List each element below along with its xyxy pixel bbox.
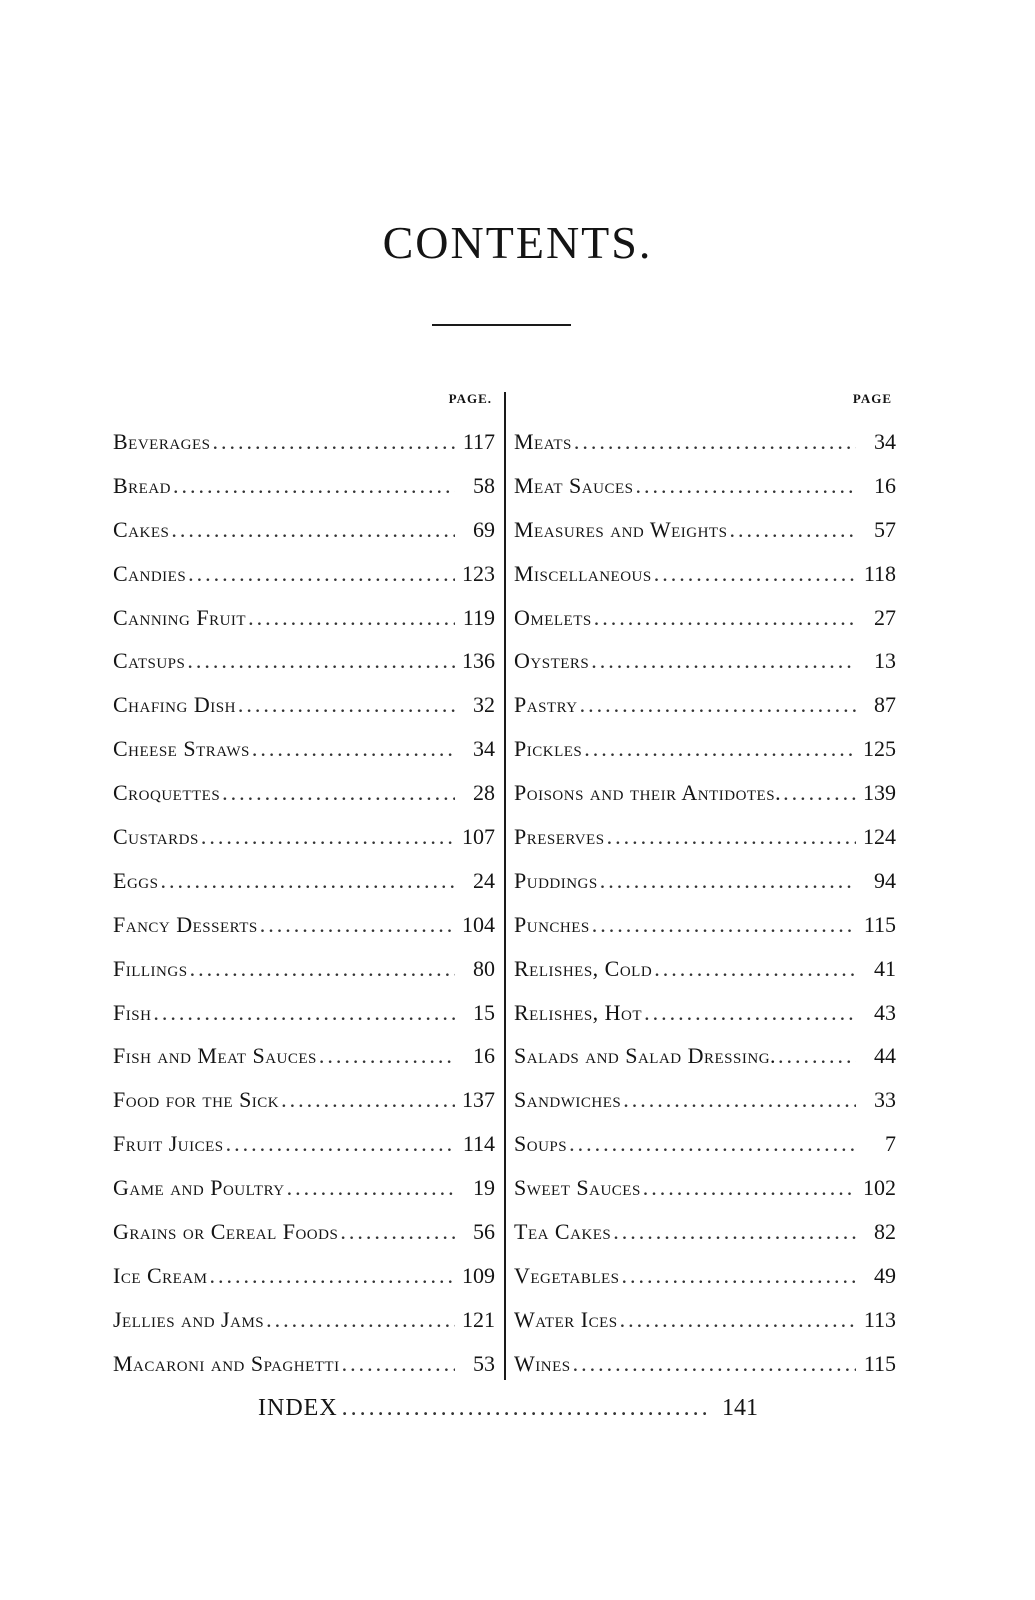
dot-leader [607, 815, 856, 859]
toc-entry [514, 947, 896, 991]
dot-leader [643, 1166, 856, 1210]
dot-leader [226, 1122, 455, 1166]
entry-label: Beverages [113, 429, 211, 454]
entry-label: Catsups [113, 648, 186, 674]
dot-leader [591, 639, 856, 683]
toc-entry [113, 815, 495, 859]
entry-page: 137 [462, 1087, 495, 1113]
entry-label: Omelets [514, 604, 592, 630]
entry-label: Fish [113, 999, 152, 1025]
dot-leader [613, 1210, 856, 1254]
entry-label: Soups [514, 1131, 568, 1157]
entry-label: Sweet Sauces [514, 1175, 641, 1201]
dot-leader [654, 947, 856, 991]
dot-leader [778, 1034, 856, 1078]
toc-entry [113, 1298, 495, 1342]
toc-entry [514, 596, 896, 640]
dot-leader [201, 815, 455, 859]
entry-label: Miscellaneous [514, 560, 652, 586]
toc-entry [514, 1034, 896, 1078]
entry-page: 41 [874, 955, 896, 981]
dot-leader [654, 552, 856, 596]
entry-page: 43 [874, 999, 896, 1025]
entry-label: Ice Cream [113, 1262, 208, 1288]
entry-page: 53 [473, 1350, 495, 1376]
entry-label: Fruit Juices [113, 1131, 224, 1157]
dot-leader [569, 1122, 856, 1166]
entry-page: 109 [462, 1262, 495, 1288]
toc-entry [113, 508, 495, 552]
entry-label: Water Ices [514, 1306, 618, 1332]
dot-leader [783, 771, 856, 815]
entry-label: Cheese Straws [113, 736, 250, 762]
entry-label: Meats [514, 429, 572, 454]
entry-label: Pastry [514, 692, 578, 718]
entry-page: 87 [874, 692, 896, 718]
toc-entry [113, 552, 495, 596]
entry-page: 94 [874, 867, 896, 893]
entry-page: 139 [863, 780, 896, 806]
entry-label: Punches [514, 911, 590, 937]
toc-entry [113, 1034, 495, 1078]
entry-label: Food for the Sick [113, 1087, 280, 1113]
toc-entry [514, 420, 896, 464]
entry-label: Measures and Weights [514, 516, 728, 542]
entry-label: Fillings [113, 955, 188, 981]
toc-entry [113, 596, 495, 640]
toc-entry [514, 859, 896, 903]
toc-entry [514, 552, 896, 596]
entry-label: Pickles [514, 736, 583, 762]
entry-label: Grains or Cereal Foods [113, 1219, 339, 1245]
entry-page: 114 [462, 1131, 495, 1157]
entry-label: Macaroni and Spaghetti [113, 1350, 340, 1376]
dot-leader [188, 552, 455, 596]
toc-entry [113, 420, 495, 464]
entry-label: Candies [113, 560, 187, 586]
toc-entry [514, 1298, 896, 1342]
toc-entry [113, 1254, 495, 1298]
dot-leader [600, 859, 856, 903]
entry-page: 80 [473, 955, 495, 981]
entry-page: 123 [462, 560, 495, 586]
entry-page: 7 [885, 1131, 896, 1157]
toc-entry [113, 903, 495, 947]
index-label: INDEX [258, 1395, 338, 1421]
toc-entry [113, 771, 495, 815]
entry-page: 15 [473, 999, 495, 1025]
left-page-header: PAGE. [448, 391, 492, 406]
entry-label: Bread [113, 472, 172, 498]
entry-page: 19 [473, 1175, 495, 1201]
entry-label: Croquettes [113, 780, 221, 806]
dot-leader [173, 464, 455, 508]
dot-leader [248, 596, 455, 640]
toc-entry [514, 1166, 896, 1210]
toc-entry [113, 639, 495, 683]
dot-leader [252, 727, 455, 771]
dot-leader [260, 903, 455, 947]
dot-leader [580, 683, 856, 727]
entry-page: 82 [874, 1219, 896, 1245]
entry-label: Tea Cakes [514, 1219, 612, 1245]
toc-entry [514, 639, 896, 683]
entry-label: Fish and Meat Sauces [113, 1043, 317, 1069]
dot-leader [190, 947, 455, 991]
toc-entry [514, 1210, 896, 1254]
entry-page: 34 [874, 429, 896, 454]
dot-leader [210, 1254, 455, 1298]
entry-page: 13 [874, 648, 896, 674]
entry-page: 113 [863, 1306, 896, 1332]
entry-label: Game and Poultry [113, 1175, 285, 1201]
index-page: 141 [722, 1395, 758, 1421]
dot-leader [281, 1078, 455, 1122]
dot-leader [319, 1034, 455, 1078]
toc-entry [113, 859, 495, 903]
entry-page: 117 [462, 429, 495, 454]
toc-entry [113, 1122, 495, 1166]
dot-leader [153, 991, 455, 1035]
toc-entry [113, 727, 495, 771]
dot-leader [342, 1388, 710, 1428]
entry-label: Poisons and their Antidotes. [514, 780, 782, 806]
dot-leader [584, 727, 856, 771]
column-divider [504, 392, 506, 1380]
entry-page: 125 [863, 736, 896, 762]
toc-entry [113, 1078, 495, 1122]
index-entry [258, 1388, 758, 1428]
entry-label: Relishes, Cold [514, 955, 653, 981]
entry-label: Fancy Desserts [113, 911, 258, 937]
entry-page: 44 [874, 1043, 896, 1069]
entry-label: Oysters [514, 648, 590, 674]
dot-leader [620, 1298, 856, 1342]
entry-label: Eggs [113, 867, 159, 893]
toc-entry [514, 1078, 896, 1122]
entry-page: 118 [863, 560, 896, 586]
entry-page: 115 [863, 1350, 896, 1376]
toc-entry [113, 1166, 495, 1210]
toc-entry [113, 1210, 495, 1254]
toc-entry [514, 727, 896, 771]
dot-leader [594, 596, 856, 640]
entry-page: 33 [874, 1087, 896, 1113]
entry-page: 121 [462, 1306, 495, 1332]
entry-page: 16 [874, 472, 896, 498]
dot-leader [222, 771, 455, 815]
entry-label: Jellies and Jams [113, 1306, 265, 1332]
entry-page: 49 [874, 1262, 896, 1288]
entry-label: Cakes [113, 516, 170, 542]
entry-page: 28 [473, 780, 495, 806]
dot-leader [623, 1078, 856, 1122]
entry-page: 119 [462, 604, 495, 630]
entry-label: Chafing Dish [113, 692, 236, 718]
entry-label: Vegetables [514, 1262, 620, 1288]
dot-leader [342, 1342, 455, 1386]
dot-leader [340, 1210, 455, 1254]
entry-label: Custards [113, 824, 199, 850]
toc-entry [113, 1342, 495, 1386]
dot-leader [573, 1342, 856, 1386]
entry-page: 104 [462, 911, 495, 937]
dot-leader [171, 508, 455, 552]
toc-entry [113, 991, 495, 1035]
entry-label: Relishes, Hot [514, 999, 643, 1025]
entry-page: 56 [473, 1219, 495, 1245]
entry-page: 102 [863, 1175, 896, 1201]
dot-leader [644, 991, 856, 1035]
entry-page: 124 [863, 824, 896, 850]
entry-label: Salads and Salad Dressing. [514, 1043, 777, 1069]
entry-page: 24 [473, 867, 495, 893]
dot-leader [574, 420, 856, 464]
toc-entry [514, 771, 896, 815]
entry-label: Canning Fruit [113, 604, 247, 630]
toc-entry [514, 815, 896, 859]
toc-entry [514, 508, 896, 552]
toc-entry [514, 1122, 896, 1166]
entry-label: Wines [514, 1350, 571, 1376]
entry-page: 27 [874, 604, 896, 630]
entry-page: 136 [462, 648, 495, 674]
dot-leader [213, 420, 455, 464]
dot-leader [592, 903, 856, 947]
toc-entry [113, 683, 495, 727]
entry-page: 32 [473, 692, 495, 718]
entry-page: 57 [874, 516, 896, 542]
toc-entry [514, 991, 896, 1035]
entry-page: 34 [473, 736, 495, 762]
title-rule [432, 324, 571, 326]
entry-page: 16 [473, 1043, 495, 1069]
toc-entry [514, 1342, 896, 1386]
entry-label: Meat Sauces [514, 472, 634, 498]
right-contents-column [514, 420, 896, 1386]
dot-leader [729, 508, 856, 552]
entry-page: 115 [863, 911, 896, 937]
toc-entry [514, 1254, 896, 1298]
page-title: CONTENTS. [382, 217, 653, 268]
entry-label: Sandwiches [514, 1087, 622, 1113]
entry-page: 69 [473, 516, 495, 542]
dot-leader [187, 639, 455, 683]
left-contents-column [113, 420, 495, 1386]
dot-leader [622, 1254, 856, 1298]
toc-entry [113, 464, 495, 508]
dot-leader [238, 683, 455, 727]
toc-entry [514, 683, 896, 727]
dot-leader [287, 1166, 455, 1210]
toc-entry [514, 464, 896, 508]
right-page-header: PAGE [852, 391, 892, 406]
dot-leader [160, 859, 455, 903]
dot-leader [635, 464, 856, 508]
entry-page: 107 [462, 824, 495, 850]
dot-leader [266, 1298, 455, 1342]
entry-label: Preserves [514, 824, 605, 850]
toc-entry [514, 903, 896, 947]
toc-entry [113, 947, 495, 991]
entry-page: 58 [473, 472, 495, 498]
entry-label: Puddings [514, 867, 598, 893]
